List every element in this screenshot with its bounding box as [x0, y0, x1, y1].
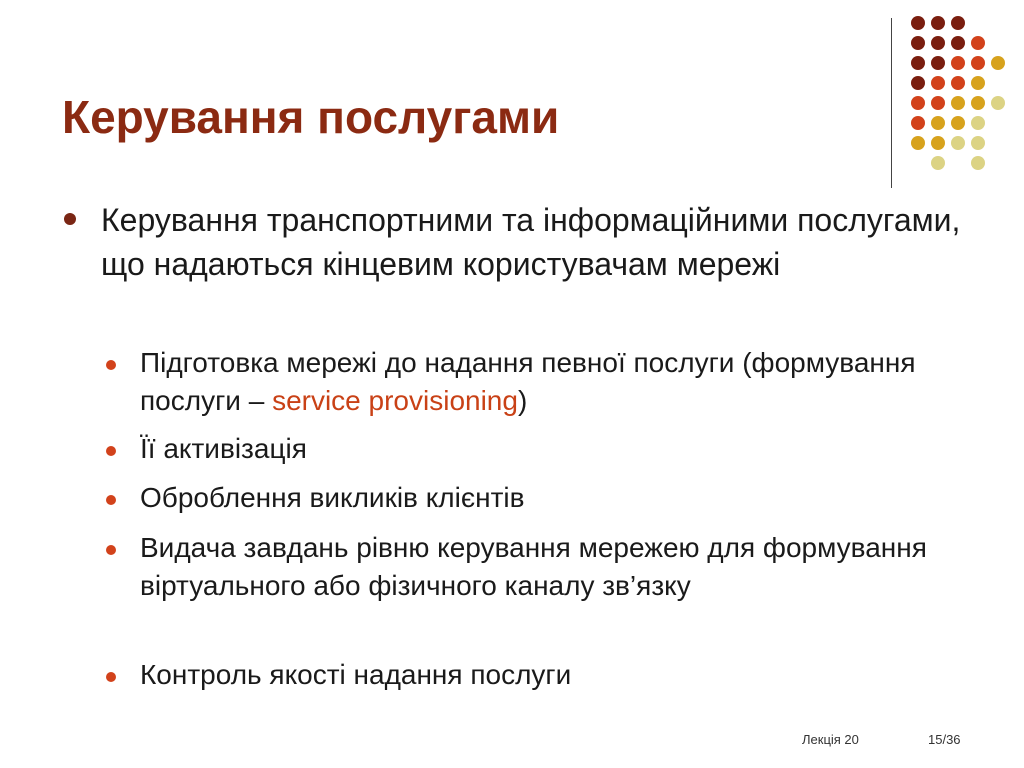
decor-dot: [971, 116, 985, 130]
decor-dot: [951, 136, 965, 150]
decor-dot: [931, 136, 945, 150]
sub-bullet-2: Її активізація: [140, 433, 307, 464]
decor-dot: [971, 156, 985, 170]
decor-dot: [991, 56, 1005, 70]
decor-dot: [931, 76, 945, 90]
decor-dot: [931, 36, 945, 50]
sub-bullet-dot: [106, 672, 116, 682]
decor-dot: [931, 116, 945, 130]
service-provisioning-term: service provisioning: [272, 385, 518, 416]
decor-dot: [911, 16, 925, 30]
sub-bullet-dot: [106, 360, 116, 370]
sub-bullet-3: Оброблення викликів клієнтів: [140, 482, 525, 513]
decor-dot: [951, 16, 965, 30]
decor-dot: [951, 76, 965, 90]
decor-dot: [951, 56, 965, 70]
sub-bullet-5: Контроль якості надання послуги: [140, 659, 572, 690]
footer-lecture: Лекція 20: [802, 732, 859, 747]
bullet-dot: [64, 213, 76, 225]
decorative-divider: [891, 18, 892, 188]
sub-bullet-4: Видача завдань рівню керування мережею для формування віртуального або фізичного каналу зв’язку: [140, 532, 927, 601]
decor-dot: [911, 76, 925, 90]
decor-dot: [971, 96, 985, 110]
decor-dot: [991, 96, 1005, 110]
sub-bullet-dot: [106, 495, 116, 505]
decor-dot: [911, 96, 925, 110]
decor-dot: [911, 136, 925, 150]
decor-dot: [971, 36, 985, 50]
decor-dot: [951, 96, 965, 110]
decor-dot: [951, 116, 965, 130]
decor-dot: [971, 136, 985, 150]
sub-bullet-1-text-before: Підготовка мережі до надання певної послуги (формування послуги –: [140, 347, 916, 416]
footer-page-number: 15/36: [928, 732, 961, 747]
decor-dot: [971, 76, 985, 90]
decor-dot: [911, 116, 925, 130]
sub-bullet-dot: [106, 446, 116, 456]
decor-dot: [911, 56, 925, 70]
decor-dot: [931, 156, 945, 170]
sub-bullet-1: [140, 344, 990, 420]
sub-bullet-1-text-after: ): [517, 385, 528, 416]
main-bullet-text: Керування транспортними та інформаційними послугами, що надаються кінцевим користувачам мережі: [101, 202, 961, 282]
decor-dot: [931, 16, 945, 30]
decor-dot: [951, 36, 965, 50]
slide-title: Керування послугами: [62, 91, 560, 143]
decor-dot: [911, 36, 925, 50]
decor-dot: [971, 56, 985, 70]
sub-bullet-dot: [106, 545, 116, 555]
decor-dot: [931, 56, 945, 70]
decor-dot: [931, 96, 945, 110]
